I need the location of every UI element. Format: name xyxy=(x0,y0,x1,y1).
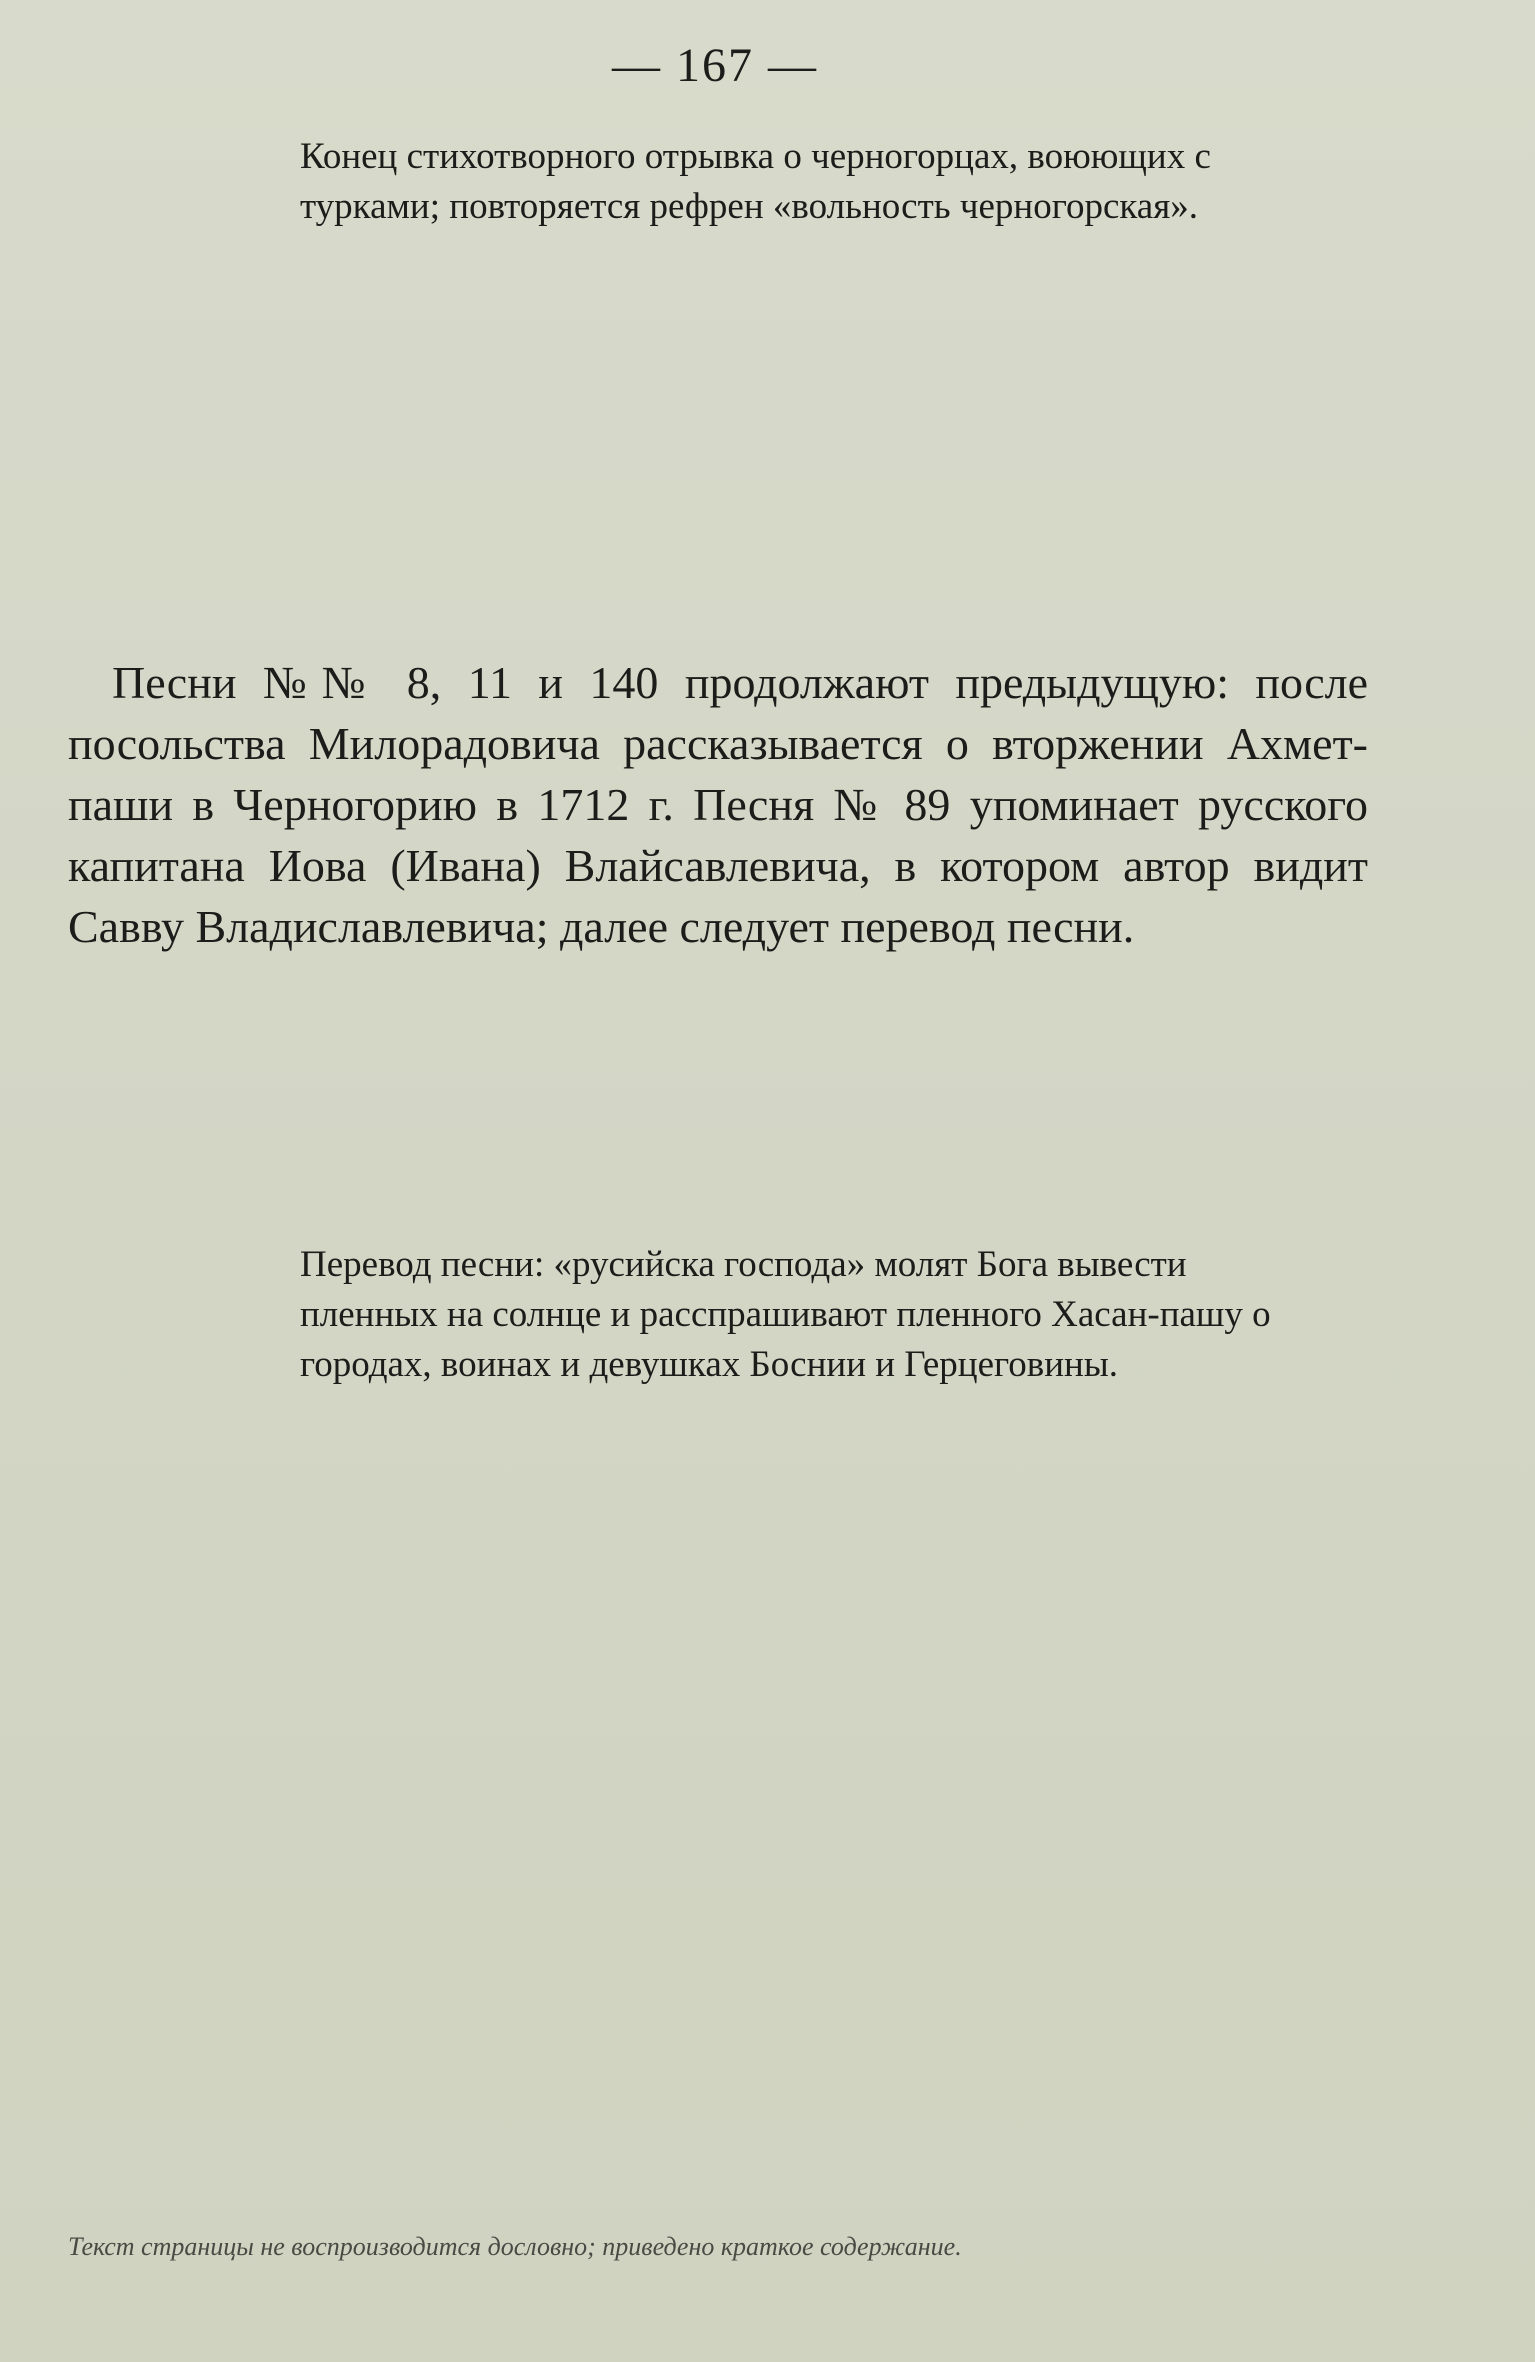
prose-summary: Песни №№ 8, 11 и 140 продолжают предыдущую: после посольства Милорадовича рассказывается о вторжении Ахмет-паши в Черногорию в 1712 г. Песня № 89 упоминает русского капитана Иова (Ивана) Влайсавлевича, в котором автор видит Савву Владиславлевича; далее следует перевод песни. xyxy=(68,657,1368,952)
prose-block xyxy=(68,652,1368,957)
verse-block-2: Перевод песни: «русийска господа» молят Бога вывести пленных на солнце и расспрашивают пленного Хасан-пашу о городах, воинах и девушках Боснии и Герцеговины. xyxy=(300,1244,1271,1385)
verse-block-1: Конец стихотворного отрывка о черногорцах, воюющих с турками; повторяется рефрен «вольность черногорская». xyxy=(300,136,1211,227)
page-number: — 167 — xyxy=(612,39,818,92)
summary-note: Текст страницы не воспроизводится дословно; приведено краткое содержание. xyxy=(68,2232,962,2261)
